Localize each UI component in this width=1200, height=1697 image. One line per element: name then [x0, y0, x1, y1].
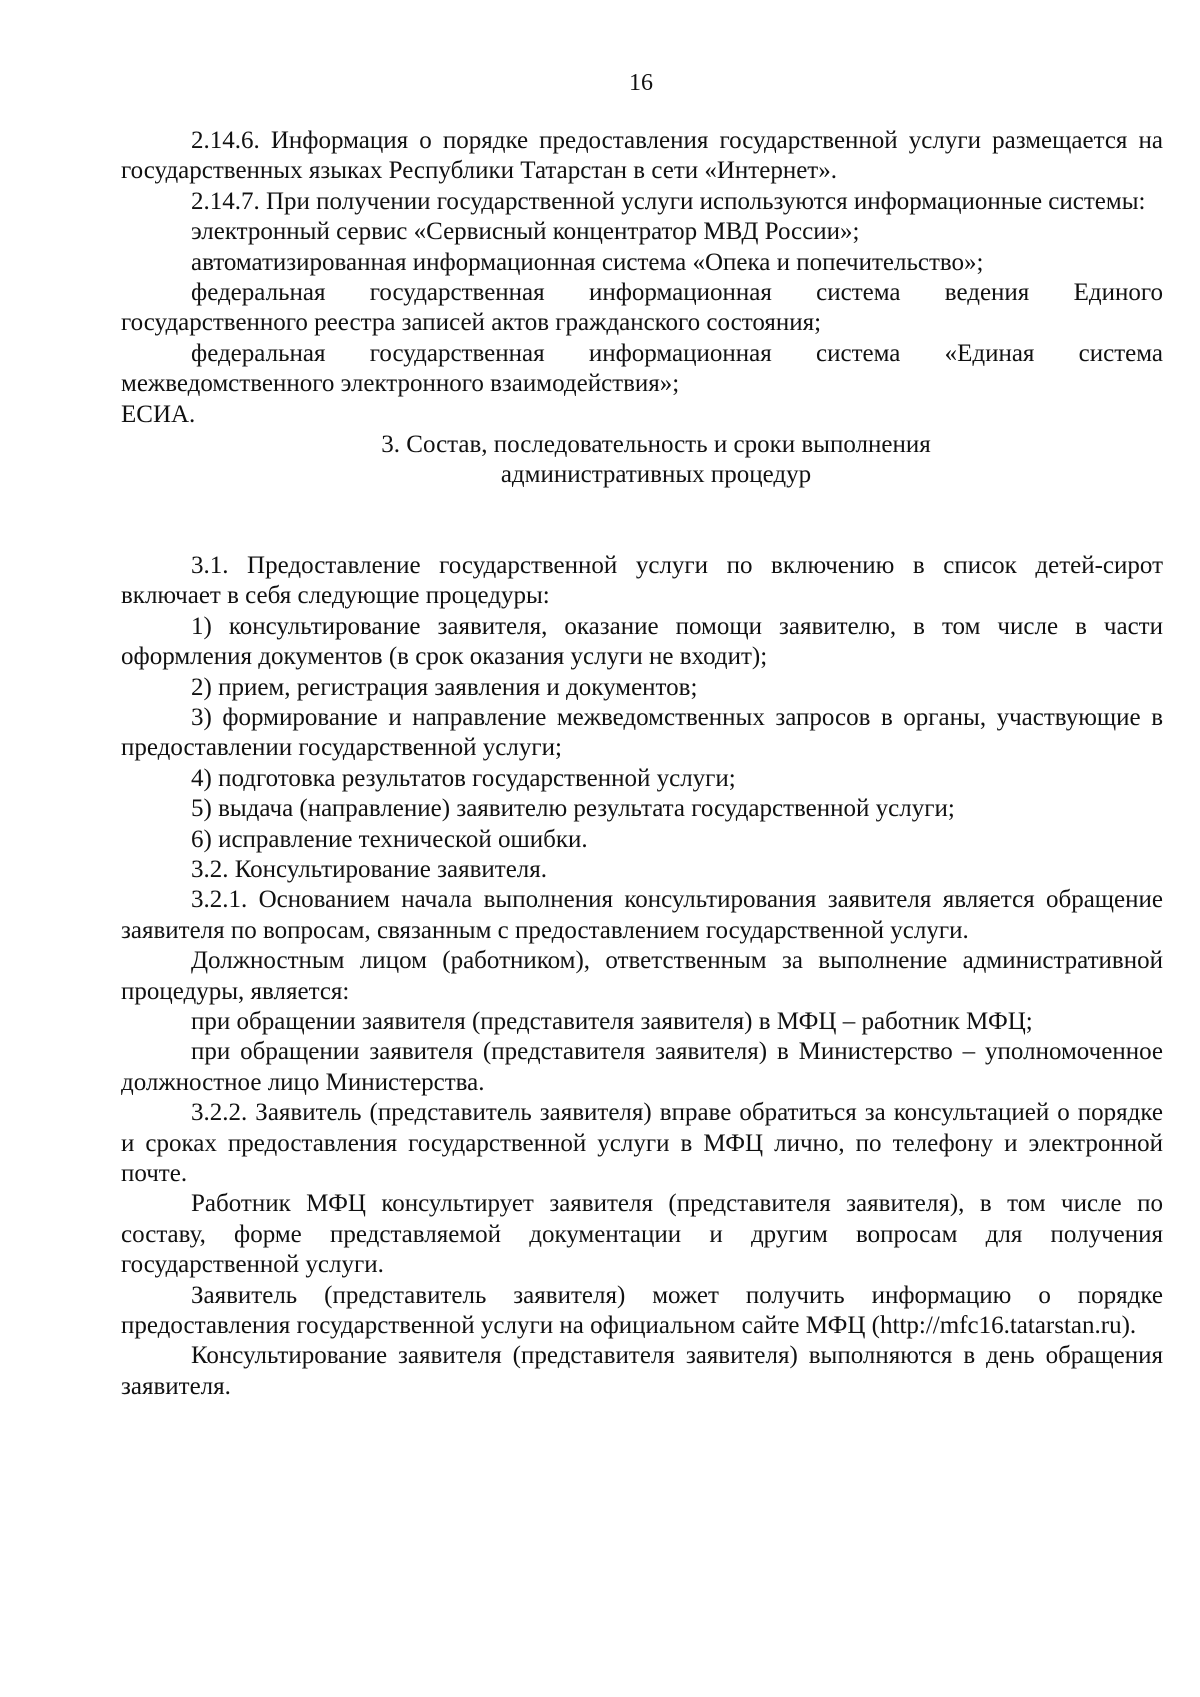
document-body — [121, 126, 1163, 1402]
paragraph-2-14-6: 2.14.6. Информация о порядке предоставления государственной услуги размещается на государственных языках Республики Татарстан в сети «Интернет». — [121, 127, 1163, 185]
paragraph-responsible: Должностным лицом (работником), ответственным за выполнение административной процедуры, является: — [121, 947, 1163, 1005]
procedure-item: 4) подготовка результатов государственной услуги; — [191, 764, 736, 792]
section-heading-line: административных процедур — [500, 461, 812, 489]
procedure-item: 6) исправление технической ошибки. — [191, 825, 588, 853]
section-heading-line: 3. Состав, последовательность и сроки выполнения — [381, 431, 931, 459]
list-item-system: ЕСИА. — [121, 400, 196, 428]
list-item-system: федеральная государственная информационная система ведения Единого государственного реестра записей актов гражданского состояния; — [121, 279, 1163, 337]
paragraph-3-2-2: 3.2.2. Заявитель (представитель заявителя) вправе обратиться за консультацией о порядке и сроках предоставления государственной услуги в МФЦ лично, по телефону и электронной почте. — [121, 1099, 1163, 1187]
paragraph-mfc-worker: при обращении заявителя (представителя заявителя) в МФЦ – работник МФЦ; — [191, 1007, 1033, 1035]
list-item-system: федеральная государственная информационная система «Единая система межведомственного электронного взаимодействия»; — [121, 339, 1163, 398]
section-heading — [121, 430, 1163, 491]
page-number: 16 — [629, 70, 653, 96]
procedure-item: 3) формирование и направление межведомственных запросов в органы, участвующие в предоставлении государственной услуги; — [121, 703, 1163, 762]
list-item-system: автоматизированная информационная система «Опека и попечительство»; — [191, 248, 984, 276]
paragraph-3-1: 3.1. Предоставление государственной услуги по включению в список детей-сирот включает в себя следующие процедуры: — [121, 551, 1163, 610]
paragraph-consult-day: Консультирование заявителя (представителя заявителя) выполняются в день обращения заявителя. — [121, 1342, 1163, 1400]
list-item-system: электронный сервис «Сервисный концентратор МВД России»; — [191, 218, 860, 246]
paragraph-3-2-1: 3.2.1. Основанием начала выполнения консультирования заявителя является обращение заявителя по вопросам, связанным с предоставлением государственной услуги. — [121, 886, 1163, 944]
paragraph-mfc-website: Заявитель (представитель заявителя) может получить информацию о порядке предоставления государственной услуги на официальном сайте МФЦ (http://mfc16.tatarstan.ru). — [121, 1281, 1163, 1340]
paragraph-mfc-consults: Работник МФЦ консультирует заявителя (представителя заявителя), в том числе по составу, форме представляемой документации и другим вопросам для получения государственной услуги. — [121, 1190, 1163, 1279]
paragraph-ministry-official: при обращении заявителя (представителя заявителя) в Министерство – уполномоченное должностное лицо Министерства. — [121, 1038, 1163, 1096]
paragraph-3-2: 3.2. Консультирование заявителя. — [191, 855, 548, 883]
procedure-item: 1) консультирование заявителя, оказание помощи заявителю, в том числе в части оформления документов (в срок оказания услуги не входит); — [121, 612, 1163, 671]
paragraph-2-14-7: 2.14.7. При получении государственной услуги используются информационные системы: — [191, 187, 1146, 215]
procedure-item: 5) выдача (направление) заявителю результата государственной услуги; — [191, 795, 955, 823]
procedure-item: 2) прием, регистрация заявления и документов; — [191, 673, 698, 701]
spacer — [121, 521, 1163, 551]
